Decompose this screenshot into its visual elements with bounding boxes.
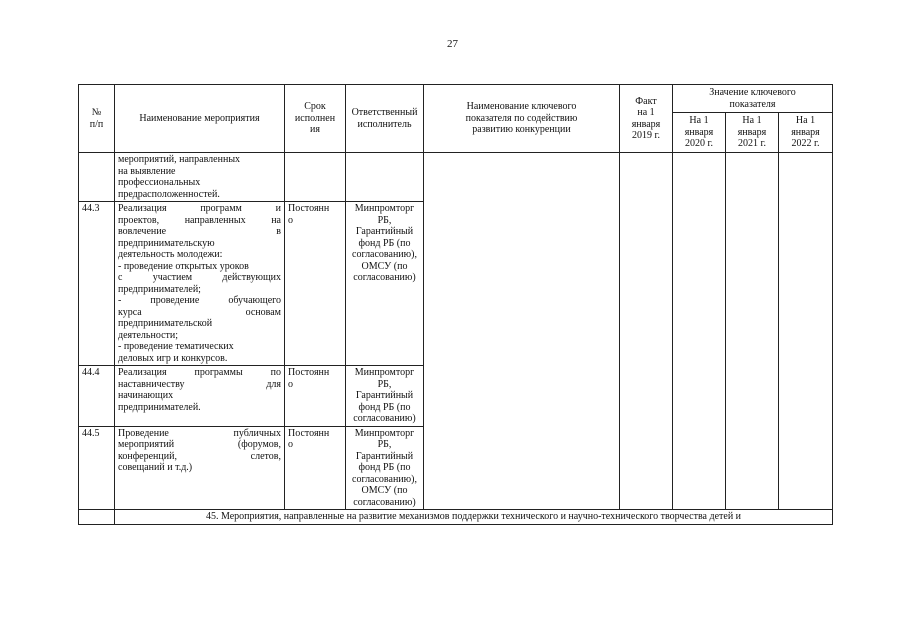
header-kpi: Наименование ключевого показателя по содействию развитию конкуренции xyxy=(424,85,620,153)
row-num: 44.3 xyxy=(79,202,115,366)
row-name: Реализация программ и проектов, направленных на вовлечение в предпринимательскую деятельность молодежи: - проведение открытых уроков с участием действующих предпринимателей; - проведение обучающего курса основам предпринимательской деятельности; - проведение тематических деловых игр и конкурсов. xyxy=(115,202,285,366)
row-num: 44.4 xyxy=(79,366,115,427)
row-responsible: Минпромторг РБ, Гарантийный фонд РБ (по согласованию), ОМСУ (по согласованию) xyxy=(346,426,424,510)
section-45-heading: 45. Мероприятия, направленные на развитие механизмов поддержки технического и научно-технического творчества детей и xyxy=(115,510,833,525)
page-number: 27 xyxy=(447,38,458,50)
row-term: Постоянн о xyxy=(285,202,346,366)
row-responsible: Минпромторг РБ, Гарантийный фонд РБ (по согласованию) xyxy=(346,366,424,427)
table-row xyxy=(79,153,833,202)
header-2022: На 1 января 2022 г. xyxy=(779,113,833,153)
header-2021: На 1 января 2021 г. xyxy=(726,113,779,153)
header-value-group: Значение ключевого показателя xyxy=(673,85,833,113)
row-name: Реализация программы по наставничеству для начинающих предпринимателей. xyxy=(115,366,285,427)
row-term: Постоянн о xyxy=(285,426,346,510)
row-term: Постоянн о xyxy=(285,366,346,427)
row-num: 44.5 xyxy=(79,426,115,510)
header-fact-2019: Факт на 1 января 2019 г. xyxy=(620,85,673,153)
header-responsible: Ответственный исполнитель xyxy=(346,85,424,153)
row-name: мероприятий, направленных на выявление профессиональных предрасположенностей. xyxy=(115,153,285,202)
value-2021-cell xyxy=(726,153,779,510)
header-term: Срок исполнен ия xyxy=(285,85,346,153)
measures-table xyxy=(78,84,833,525)
value-2022-cell xyxy=(779,153,833,510)
row-term xyxy=(285,153,346,202)
fact-cell xyxy=(620,153,673,510)
header-num: № п/п xyxy=(79,85,115,153)
section-row xyxy=(79,510,833,525)
kpi-cell xyxy=(424,153,620,510)
header-name: Наименование мероприятия xyxy=(115,85,285,153)
row-responsible xyxy=(346,153,424,202)
row-responsible: Минпромторг РБ, Гарантийный фонд РБ (по согласованию), ОМСУ (по согласованию) xyxy=(346,202,424,366)
header-2020: На 1 января 2020 г. xyxy=(673,113,726,153)
row-num xyxy=(79,153,115,202)
section-num xyxy=(79,510,115,525)
row-name: Проведение публичных мероприятий (форумов, конференций, слетов, совещаний и т.д.) xyxy=(115,426,285,510)
value-2020-cell xyxy=(673,153,726,510)
